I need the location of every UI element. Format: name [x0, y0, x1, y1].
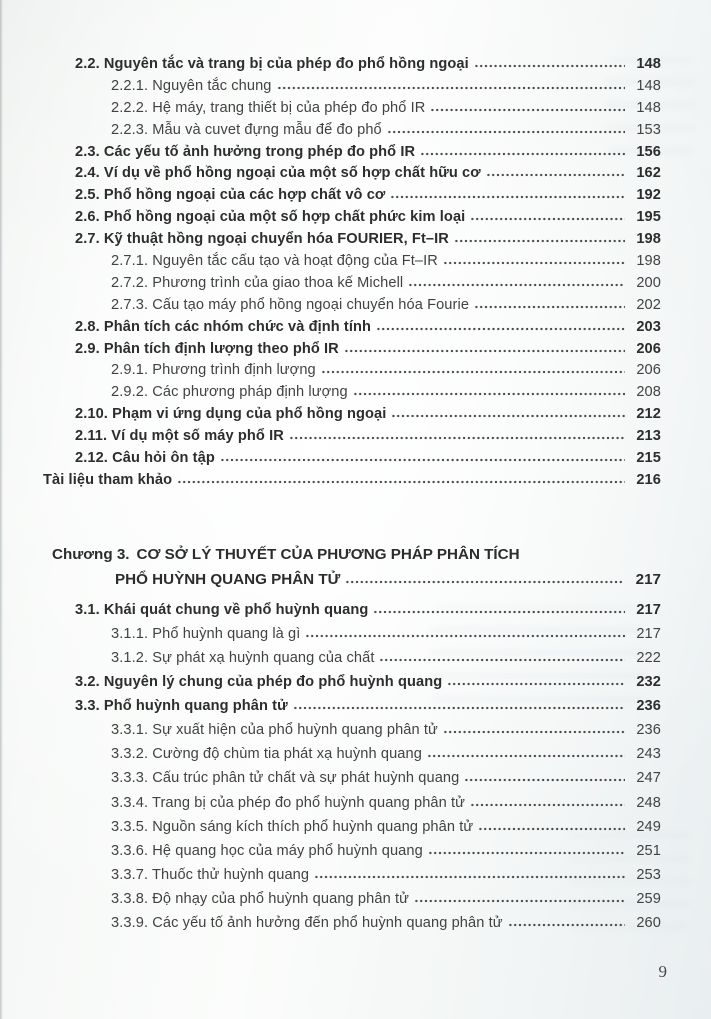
toc-chapter3-list [43, 598, 661, 935]
toc-page-number: 203 [636, 318, 661, 335]
toc-entry-label: 3.3.7. Thuốc thử huỳnh quang [111, 866, 310, 883]
toc-page-number: 153 [636, 121, 661, 138]
toc-entry-label: 2.2.2. Hệ máy, trang thiết bị của phép đo phổ IR [111, 99, 426, 116]
toc-leader-dots [447, 674, 625, 686]
toc-entry-label: 2.2.3. Mẫu và cuvet đựng mẫu để đo phổ [111, 121, 382, 138]
toc-page-number: 202 [636, 296, 661, 313]
chapter3-heading-line2 [43, 567, 661, 592]
toc-row [43, 295, 661, 317]
toc-row [43, 694, 661, 718]
toc-row [43, 404, 661, 426]
toc-entry-label: 2.7.3. Cấu tạo máy phổ hồng ngoại chuyển hóa Fourie [111, 296, 470, 313]
toc-leader-dots [470, 209, 625, 221]
toc-row [43, 360, 661, 382]
toc-page-number: 251 [636, 842, 661, 859]
toc-row [43, 120, 661, 142]
toc-leader-dots [508, 915, 625, 927]
toc-page-number: 236 [636, 698, 661, 715]
toc-leader-dots [390, 187, 625, 199]
folio-page-number: 9 [658, 962, 667, 981]
toc-page-number: 148 [636, 77, 661, 94]
toc-page-number: 208 [636, 384, 661, 401]
toc-row [43, 622, 661, 646]
toc-row [43, 207, 661, 229]
toc-page-number: 198 [636, 253, 661, 270]
toc-page-number: 217 [636, 625, 661, 642]
toc-page-number: 216 [636, 471, 661, 488]
toc-row [43, 791, 661, 815]
toc-page-number: 162 [636, 165, 661, 182]
toc-entry-label: 2.8. Phân tích các nhóm chức và định tính [75, 318, 372, 335]
toc-leader-dots [220, 450, 625, 462]
toc-leader-dots [408, 275, 625, 287]
toc-entry-label: 3.1.2. Sự phát xạ huỳnh quang của chất [111, 650, 375, 666]
toc-page-number: 195 [636, 209, 661, 226]
toc-leader-dots [427, 746, 625, 758]
chapter3-heading-line1 [43, 542, 661, 567]
toc-page-number: 217 [636, 601, 661, 618]
toc-chapter2-list [43, 54, 661, 492]
toc-leader-dots [293, 698, 625, 710]
toc-leader-dots [430, 99, 625, 111]
toc-row [43, 426, 661, 448]
toc-entry-label: 3.3.9. Các yếu tố ảnh hưởng đến phổ huỳnh quang phân tử [111, 915, 503, 932]
toc-entry-label: 2.7. Kỹ thuật hồng ngoại chuyển hóa FOURIER, Ft–IR [75, 231, 449, 248]
toc-page-number: 200 [636, 274, 661, 291]
toc-row [43, 448, 661, 470]
toc-row [43, 470, 661, 492]
toc-page-number: 213 [636, 428, 661, 445]
chapter3-heading [43, 542, 661, 592]
toc-entry-label: 2.7.1. Nguyên tắc cấu tạo và hoạt động của Ft–IR [111, 253, 438, 270]
toc-leader-dots [305, 626, 625, 638]
chapter-title-line2: PHỔ HUỲNH QUANG PHÂN TỬ [115, 570, 341, 588]
toc-leader-dots [443, 722, 625, 734]
toc-entry-label: 2.10. Phạm vi ứng dụng của phổ hồng ngoại [75, 406, 387, 423]
toc-page-number: 212 [636, 406, 661, 423]
toc-entry-label: 3.3. Phổ huỳnh quang phân tử [75, 698, 288, 715]
toc-leader-dots [387, 121, 625, 133]
toc-entry-label: 3.1.1. Phổ huỳnh quang là gì [111, 625, 301, 642]
toc-row [43, 646, 661, 670]
toc-page-number: 243 [636, 746, 661, 763]
toc-row [43, 887, 661, 911]
scan-edge-shadow [0, 0, 3, 1019]
toc-entry-label: Tài liệu tham khảo [43, 471, 173, 488]
toc-entry-label: 2.9.2. Các phương pháp định lượng [111, 384, 348, 401]
toc-entry-label: 2.9.1. Phương trình định lượng [111, 362, 316, 379]
toc-leader-dots [289, 428, 625, 440]
toc-entry-label: 2.7.2. Phương trình của giao thoa kế Michell [111, 274, 404, 291]
toc-leader-dots [321, 362, 625, 374]
toc-row [43, 185, 661, 207]
table-of-contents [43, 54, 661, 935]
toc-row [43, 273, 661, 295]
toc-row [43, 229, 661, 251]
toc-entry-label: 3.3.5. Nguồn sáng kích thích phổ huỳnh quang phân tử [111, 818, 474, 835]
chapter-title-line1: CƠ SỞ LÝ THUYẾT CỦA PHƯƠNG PHÁP PHÂN TÍCH [136, 545, 520, 563]
toc-row [43, 54, 661, 76]
toc-row [43, 142, 661, 164]
toc-page-number: 249 [636, 818, 661, 835]
toc-leader-dots [391, 406, 625, 418]
toc-row [43, 76, 661, 98]
toc-entry-label: 2.2. Nguyên tắc và trang bị của phép đo phổ hồng ngoại [75, 56, 469, 72]
toc-row [43, 251, 661, 273]
toc-row [43, 98, 661, 120]
toc-leader-dots [428, 842, 625, 854]
chapter-number-label: Chương 3. [52, 545, 130, 563]
toc-leader-dots [420, 143, 625, 155]
toc-row [43, 339, 661, 361]
toc-page-number: 222 [636, 650, 661, 666]
toc-row [43, 839, 661, 863]
toc-page-number: 232 [636, 674, 661, 691]
toc-page-number: 198 [636, 231, 661, 248]
toc-page-number: 192 [636, 187, 661, 204]
toc-leader-dots [474, 296, 625, 308]
toc-leader-dots [464, 770, 625, 782]
toc-page-number: 148 [636, 56, 661, 72]
toc-leader-dots [376, 318, 625, 330]
toc-row [43, 863, 661, 887]
toc-entry-label: 3.3.8. Độ nhạy của phổ huỳnh quang phân tử [111, 890, 409, 907]
toc-entry-label: 2.3. Các yếu tố ảnh hưởng trong phép đo phổ IR [75, 143, 416, 160]
toc-row [43, 382, 661, 404]
toc-page-number: 247 [636, 770, 661, 787]
toc-leader-dots [379, 650, 625, 662]
toc-leader-dots [344, 340, 625, 352]
toc-row [43, 815, 661, 839]
toc-entry-label: 2.4. Ví dụ về phổ hồng ngoại của một số hợp chất hữu cơ [75, 165, 481, 182]
toc-row [43, 766, 661, 790]
toc-entry-label: 2.5. Phổ hồng ngoại của các hợp chất vô cơ [75, 187, 386, 204]
toc-leader-dots [177, 472, 625, 484]
toc-leader-dots [314, 866, 625, 878]
toc-row [43, 598, 661, 622]
toc-entry-label: 2.11. Ví dụ một số máy phổ IR [75, 428, 284, 445]
toc-entry-label: 3.3.3. Cấu trúc phân tử chất và sự phát huỳnh quang [111, 770, 460, 787]
toc-page-number: 206 [636, 362, 661, 379]
toc-leader-dots [373, 601, 625, 613]
toc-page-number: 236 [636, 722, 661, 739]
toc-page-number: 253 [636, 866, 661, 883]
toc-entry-label: 3.1. Khái quát chung về phổ huỳnh quang [75, 601, 369, 618]
toc-page-number: 260 [636, 915, 661, 932]
toc-leader-dots [474, 56, 625, 68]
toc-leader-dots [277, 77, 625, 89]
toc-row [43, 911, 661, 935]
toc-entry-label: 3.3.2. Cường độ chùm tia phát xạ huỳnh quang [111, 746, 422, 763]
toc-leader-dots [470, 794, 625, 806]
toc-page-number: 248 [636, 794, 661, 811]
toc-row [43, 163, 661, 185]
toc-row [43, 317, 661, 339]
toc-page-number: 156 [636, 143, 661, 160]
toc-page-number: 217 [635, 570, 661, 588]
toc-row [43, 718, 661, 742]
toc-leader-dots [345, 571, 622, 584]
toc-leader-dots [454, 231, 625, 243]
toc-leader-dots [478, 818, 625, 830]
toc-page-number: 148 [636, 99, 661, 116]
toc-entry-label: 3.3.4. Trang bị của phép đo phổ huỳnh quang phân tử [111, 794, 466, 811]
toc-page-number: 206 [636, 340, 661, 357]
toc-entry-label: 2.12. Câu hỏi ôn tập [75, 450, 215, 467]
toc-entry-label: 3.3.1. Sự xuất hiện của phổ huỳnh quang phân tử [111, 722, 438, 739]
toc-leader-dots [486, 165, 625, 177]
toc-row [43, 742, 661, 766]
toc-leader-dots [414, 891, 625, 903]
toc-page-number: 259 [636, 890, 661, 907]
toc-page-number: 215 [636, 450, 661, 467]
toc-row [43, 670, 661, 694]
toc-entry-label: 3.2. Nguyên lý chung của phép đo phổ huỳnh quang [75, 674, 443, 691]
toc-leader-dots [353, 384, 625, 396]
toc-entry-label: 2.2.1. Nguyên tắc chung [111, 77, 272, 94]
toc-leader-dots [443, 253, 625, 265]
toc-entry-label: 3.3.6. Hệ quang học của máy phổ huỳnh quang [111, 842, 423, 859]
toc-entry-label: 2.6. Phổ hồng ngoại của một số hợp chất phức kim loại [75, 209, 466, 226]
toc-entry-label: 2.9. Phân tích định lượng theo phổ IR [75, 340, 339, 357]
